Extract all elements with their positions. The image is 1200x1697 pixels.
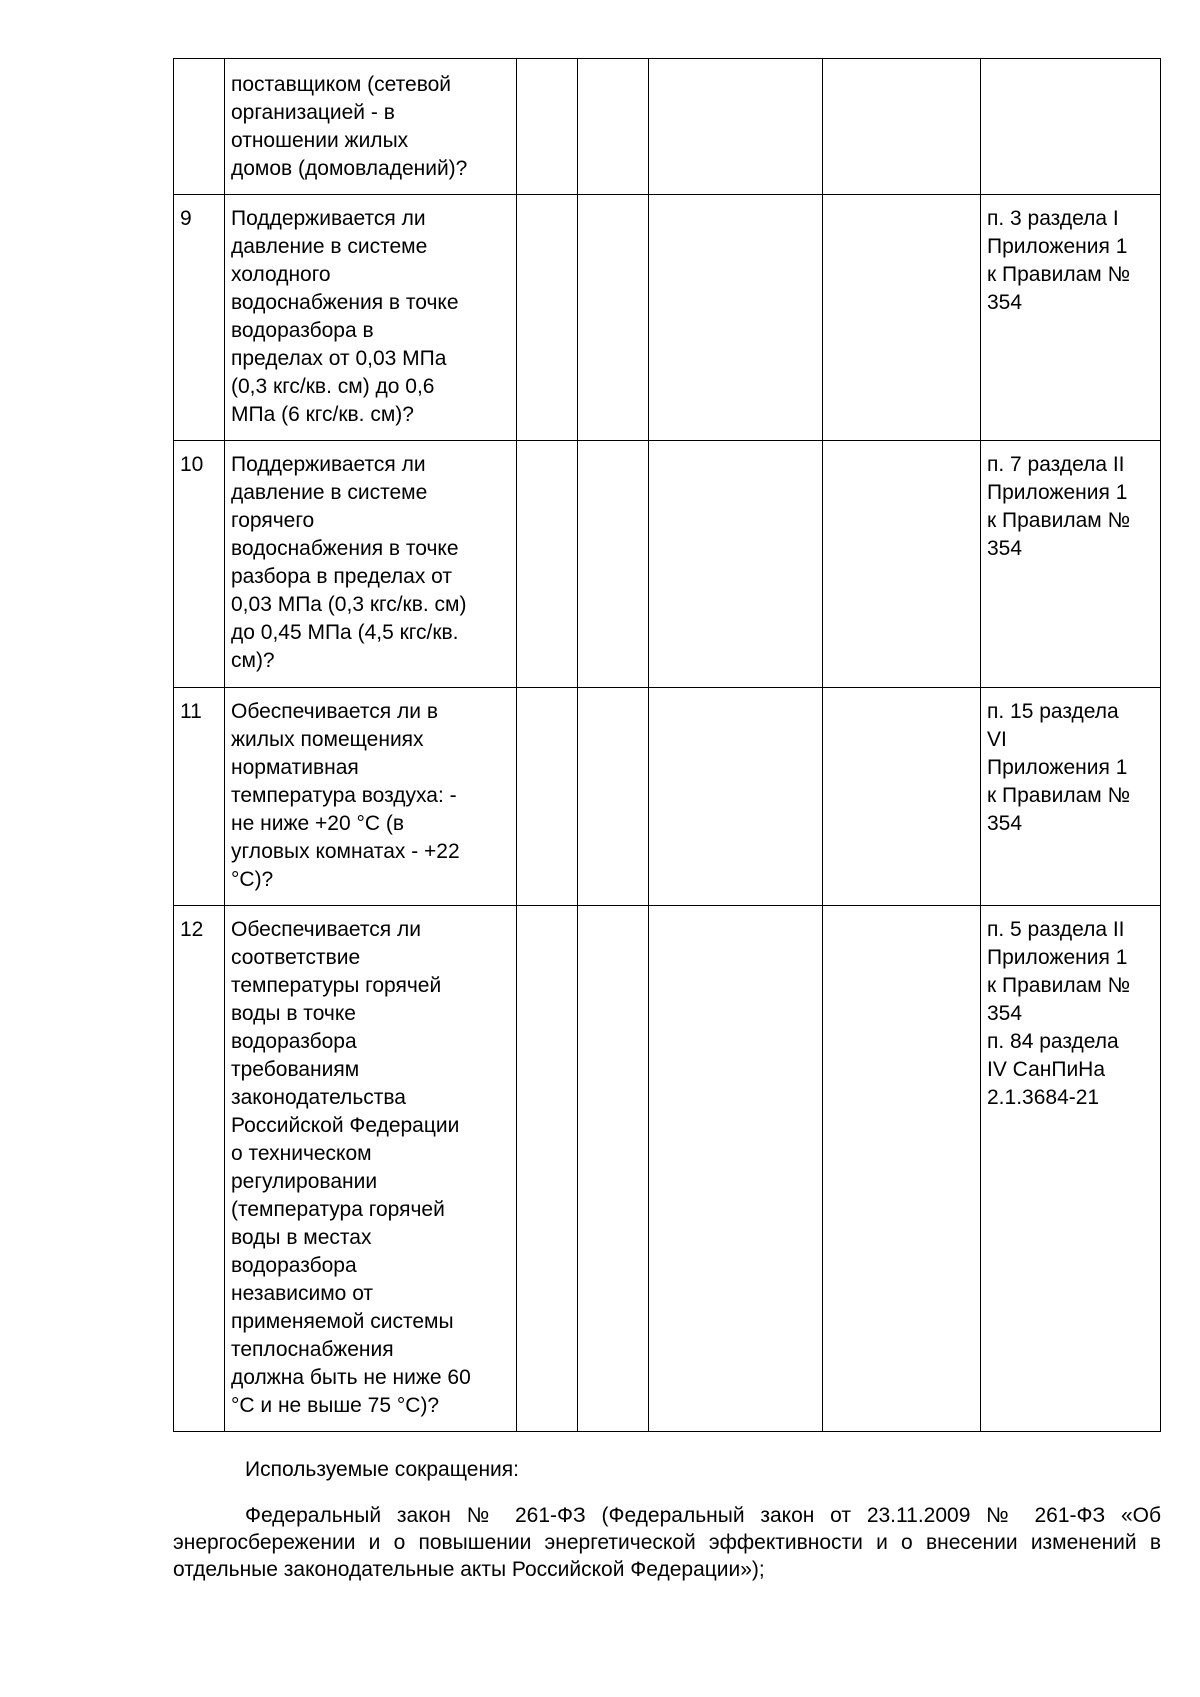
reference-cell: п. 15 раздела VI Приложения 1 к Правилам № 354 [981, 688, 1161, 906]
question-cell: Поддерживается ли давление в системе холодного водоснабжения в точке водоразбора в пределах от 0,03 МПа (0,3 кгс/кв. см) до 0,6 МПа (6 кгс/кв. см)? [225, 195, 517, 441]
table-row [174, 688, 1161, 906]
table-row [174, 441, 1161, 688]
answer-cell-na [649, 688, 823, 906]
table-row [174, 59, 1161, 195]
answer-cell-no [578, 195, 649, 441]
answer-cell-no [578, 441, 649, 688]
question-cell: поставщиком (сетевой организацией - в отношении жилых домов (домовладений)? [225, 59, 517, 195]
answer-cell-yes [517, 195, 578, 441]
row-number: 9 [174, 195, 225, 441]
notes-cell [823, 688, 981, 906]
abbreviations-title: Используемые сокращения: [245, 1458, 519, 1481]
notes-cell [823, 195, 981, 441]
table-row [174, 906, 1161, 1432]
row-number: 12 [174, 906, 225, 1432]
reference-cell: п. 5 раздела II Приложения 1 к Правилам № 354 п. 84 раздела IV СанПиНа 2.1.3684-21 [981, 906, 1161, 1432]
checklist-table [173, 58, 1161, 1432]
answer-cell-yes [517, 688, 578, 906]
answer-cell-no [578, 906, 649, 1432]
reference-cell [981, 59, 1161, 195]
answer-cell-no [578, 59, 649, 195]
answer-cell-na [649, 195, 823, 441]
question-cell: Поддерживается ли давление в системе горячего водоснабжения в точке разбора в пределах от 0,03 МПа (0,3 кгс/кв. см) до 0,45 МПа (4,5 кгс/кв. см)? [225, 441, 517, 688]
row-number [174, 59, 225, 195]
notes-cell [823, 59, 981, 195]
question-cell: Обеспечивается ли соответствие температуры горячей воды в точке водоразбора требованиям законодательства Российской Федерации о техническом регулировании (температура горячей воды в местах водоразбора независимо от применяемой системы теплоснабжения должна быть не ниже 60 °С и не выше 75 °С)? [225, 906, 517, 1432]
question-cell: Обеспечивается ли в жилых помещениях нормативная температура воздуха: - не ниже +20 °С (в угловых комнатах - +22 °С)? [225, 688, 517, 906]
answer-cell-yes [517, 59, 578, 195]
row-number: 11 [174, 688, 225, 906]
reference-cell: п. 3 раздела I Приложения 1 к Правилам № 354 [981, 195, 1161, 441]
abbreviations-section [173, 1456, 1161, 1583]
notes-cell [823, 906, 981, 1432]
answer-cell-na [649, 441, 823, 688]
answer-cell-na [649, 59, 823, 195]
row-number: 10 [174, 441, 225, 688]
answer-cell-yes [517, 906, 578, 1432]
law-abbreviation-text: Федеральный закон № 261-ФЗ (Федеральный закон от 23.11.2009 № 261-ФЗ «Об энергосбережении и о повышении энергетической эффективности и о внесении изменений в отдельные законодательные акты Российской Федерации»); [173, 1504, 1161, 1581]
answer-cell-yes [517, 441, 578, 688]
answer-cell-na [649, 906, 823, 1432]
answer-cell-no [578, 688, 649, 906]
table-row [174, 195, 1161, 441]
reference-cell: п. 7 раздела II Приложения 1 к Правилам № 354 [981, 441, 1161, 688]
notes-cell [823, 441, 981, 688]
